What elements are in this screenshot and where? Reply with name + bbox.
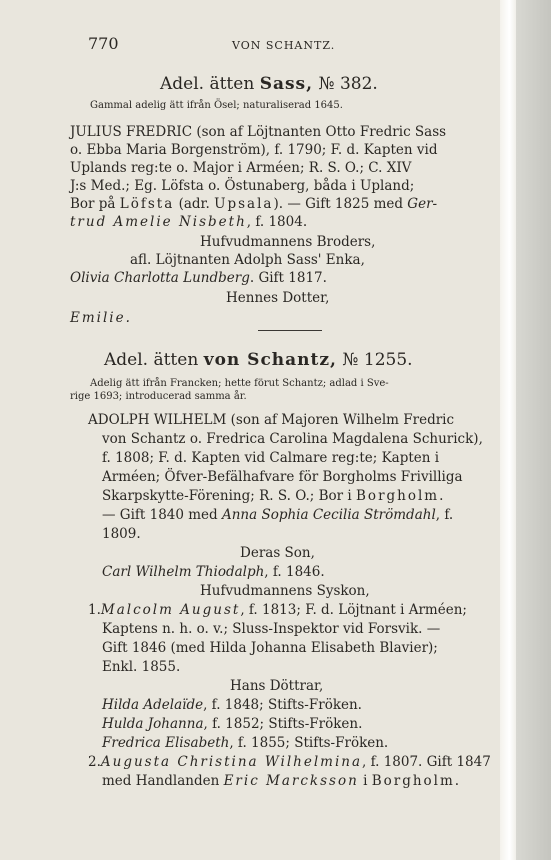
sass-line-9: Olivia Charlotta Lundberg. Gift 1817.	[70, 270, 327, 286]
schantz-line-9: Carl Wilhelm Thiodalph, f. 1846.	[102, 564, 325, 580]
schantz-line-2: von Schantz o. Fredrica Carolina Magdalena Schurick),	[102, 431, 483, 447]
schantz-line-1: ADOLPH WILHELM (son af Majoren Wilhelm Fredric	[88, 412, 455, 428]
sass-line-11: Emilie.	[70, 310, 132, 326]
sass-line-5: Bor på Löfsta (adr. Upsala). — Gift 1825 med Ger-	[70, 196, 438, 212]
schantz-line-11: 1.Malcolm August, f. 1813; F. d. Löjtnant i Arméen;	[88, 602, 467, 618]
schantz-subtitle-2: rige 1693; introducerad samma år.	[70, 391, 247, 402]
schantz-line-12: Kaptens n. h. o. v.; Sluss-Inspektor vid Forsvik. —	[102, 621, 441, 637]
page-edge	[500, 0, 516, 860]
schantz-line-6: — Gift 1840 med Anna Sophia Cecilia Strömdahl, f.	[102, 507, 454, 523]
schantz-line-18: Fredrica Elisabeth, f. 1855; Stifts-Fröken.	[102, 735, 389, 751]
schantz-line-10: Hufvudmannens Syskon,	[200, 583, 370, 599]
schantz-line-17: Hulda Johanna, f. 1852; Stifts-Fröken.	[102, 716, 363, 732]
sass-line-8: afl. Löjtnanten Adolph Sass' Enka,	[130, 252, 365, 268]
schantz-subtitle-1: Adelig ätt ifrån Francken; hette förut Schantz; adlad i Sve-	[90, 378, 389, 389]
schantz-line-20: med Handlanden Eric Marcksson i Borgholm.	[102, 773, 462, 789]
sass-line-10: Hennes Dotter,	[226, 290, 330, 306]
schantz-line-16: Hilda Adelaïde, f. 1848; Stifts-Fröken.	[102, 697, 362, 713]
section-divider	[258, 330, 322, 331]
schantz-line-3: f. 1808; F. d. Kapten vid Calmare reg:te; Kapten i	[102, 450, 440, 466]
schantz-heading: Adel. ätten von Schantz, № 1255.	[104, 350, 413, 370]
sass-line-4: J:s Med.; Eg. Löfsta o. Östunaberg, båda i Upland;	[70, 178, 415, 194]
sass-subtitle: Gammal adelig ätt ifrån Ösel; naturaliserad 1645.	[90, 100, 343, 111]
schantz-line-13: Gift 1846 (med Hilda Johanna Elisabeth Blavier);	[102, 640, 438, 656]
schantz-line-5: Skarpskytte-Förening; R. S. O.; Bor i Borgholm.	[102, 488, 446, 504]
book-gutter-shadow	[516, 0, 551, 860]
sass-heading: Adel. ätten Sass, № 382.	[160, 74, 378, 94]
sass-line-7: Hufvudmannens Broders,	[200, 234, 376, 250]
sass-line-1: JULIUS FREDRIC (son af Löjtnanten Otto Fredric Sass	[70, 124, 447, 140]
schantz-line-4: Arméen; Öfver-Befälhafvare för Borgholms Frivilliga	[102, 469, 463, 485]
schantz-line-7: 1809.	[102, 526, 141, 542]
sass-line-2: o. Ebba Maria Borgenström), f. 1790; F. d. Kapten vid	[70, 142, 438, 158]
sass-line-6: trud Amelie Nisbeth, f. 1804.	[70, 214, 308, 230]
schantz-line-15: Hans Döttrar,	[230, 678, 324, 694]
schantz-line-19: 2.Augusta Christina Wilhelmina, f. 1807. Gift 1847	[88, 754, 491, 770]
schantz-line-8: Deras Son,	[240, 545, 315, 561]
running-title: VON SCHANTZ.	[232, 39, 336, 52]
schantz-line-14: Enkl. 1855.	[102, 659, 181, 675]
page-number: 770	[88, 34, 119, 53]
sass-line-3: Uplands reg:te o. Major i Arméen; R. S. O.; C. XIV	[70, 160, 412, 176]
